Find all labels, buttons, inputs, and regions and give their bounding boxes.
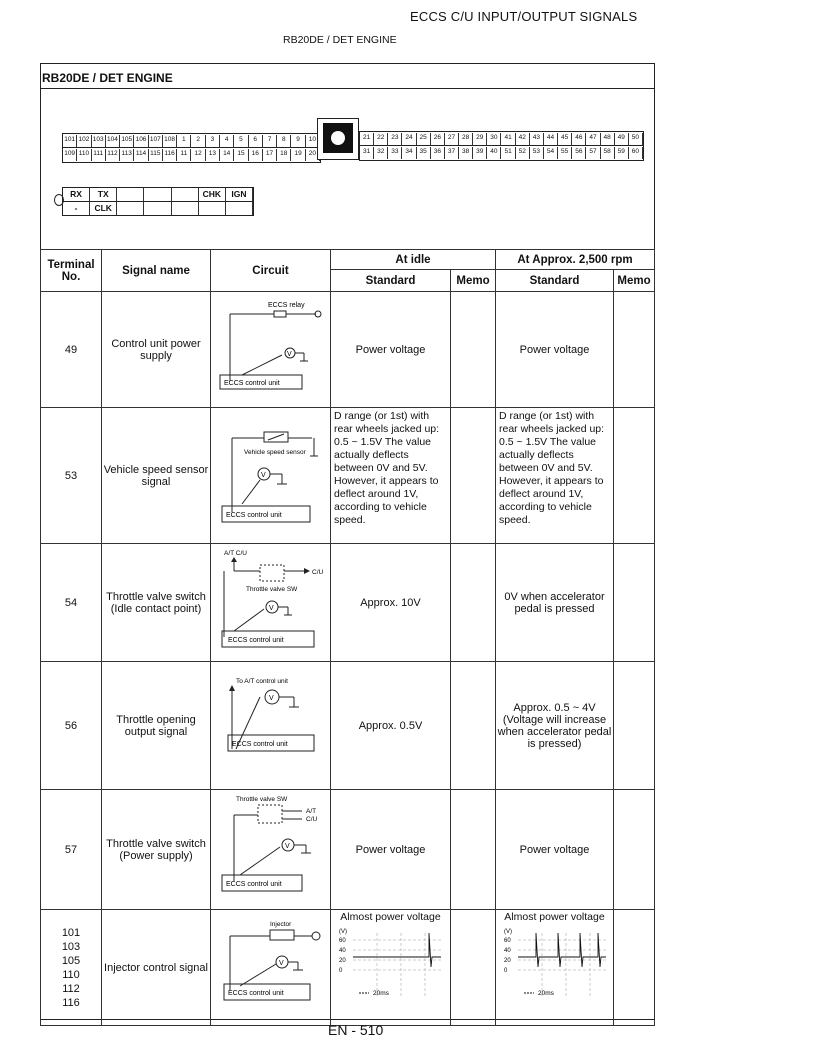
connector-pin: 47: [586, 133, 600, 145]
connector-pin: 53: [530, 147, 544, 159]
connector-pin: 108: [163, 135, 177, 147]
signal-cell: Throttle opening output signal: [102, 662, 211, 790]
terminal-cell: 56: [41, 662, 102, 790]
connector-pin: 14: [220, 149, 234, 161]
connector-pin: 115: [149, 149, 163, 161]
rpm-scope-waveform: [498, 923, 612, 1009]
plug-pin: [117, 188, 144, 201]
page-header-title: ECCS C/U INPUT/OUTPUT SIGNALS: [410, 9, 638, 24]
head-standard-idle: Standard: [331, 270, 451, 292]
rpm-memo-cell: [614, 790, 655, 910]
head-standard-rpm: Standard: [496, 270, 614, 292]
connector-pin: 51: [502, 147, 516, 159]
circuit-label: Vehicle speed sensor: [243, 449, 306, 456]
plug-pin: IGN: [226, 188, 253, 201]
frame-divider: [40, 88, 654, 89]
signal-cell: Throttle valve switch (Idle contact point): [102, 544, 211, 662]
voltmeter-label: V: [260, 472, 266, 479]
connector-pin: 25: [417, 133, 431, 145]
circuit-unit-label: ECCS control unit: [231, 741, 288, 748]
circuit-injector-icon: [212, 914, 330, 1018]
scope-trace: [353, 933, 441, 967]
circuit-throttle-output-icon: [212, 669, 330, 779]
connector-pin: 8: [277, 135, 291, 147]
connector-pin: 107: [149, 135, 163, 147]
idle-scope-waveform: [333, 923, 449, 1009]
connector-pin: 2: [192, 135, 206, 147]
connector-pin: 17: [263, 149, 277, 161]
plug-pin: [226, 202, 253, 215]
connector-pin: 20: [306, 149, 320, 161]
connector-pin: 23: [388, 133, 402, 145]
plug-pin: CHK: [199, 188, 226, 201]
connector-pin: 3: [206, 135, 220, 147]
connector-pin: 116: [163, 149, 177, 161]
terminal-cell: 49: [41, 292, 102, 408]
terminal-number: 101: [61, 926, 81, 939]
scope-tick-label: 60: [503, 938, 511, 944]
scope-tick-label: (V): [503, 929, 512, 935]
circuit-cell: [211, 292, 331, 408]
rpm-text: Almost power voltage: [504, 911, 605, 923]
plug-pin: [144, 188, 171, 201]
rpm-memo-cell: [614, 544, 655, 662]
terminal-cell: [41, 910, 102, 1026]
connector-pin: 12: [192, 149, 206, 161]
plug-pin: TX: [90, 188, 117, 201]
voltmeter-label: V: [268, 605, 274, 612]
table-row: [41, 408, 655, 544]
idle-standard-cell: D range (or 1st) with rear wheels jacked up: 0.5 ~ 1.5V The value actually deflects between 0V and 5V. However, it appears to deflect around 1V, according to vehicle speed.: [331, 408, 451, 544]
terminal-number: 105: [61, 954, 81, 967]
circuit-cell: [211, 544, 331, 662]
rpm-memo-cell: [614, 292, 655, 408]
connector-pin: 6: [249, 135, 263, 147]
plug-pin: [144, 202, 171, 215]
circuit-unit-label: ECCS control unit: [223, 380, 280, 387]
voltmeter-label: V: [278, 960, 284, 967]
connector-pin: 60: [629, 147, 643, 159]
circuit-label: Throttle valve SW: [235, 796, 287, 803]
frame-title: RB20DE / DET ENGINE: [42, 71, 173, 85]
connector-pin: 16: [249, 149, 263, 161]
head-idle: At idle: [331, 250, 496, 270]
connector-left-bottom-row: [63, 149, 320, 161]
circuit-vss-icon: [212, 414, 330, 534]
connector-pin: 111: [92, 149, 106, 161]
rpm-memo-cell: [614, 662, 655, 790]
signal-cell: Control unit power supply: [102, 292, 211, 408]
connector-key-hole: [331, 131, 345, 145]
connector-pin: 104: [106, 135, 120, 147]
plug-pin: RX: [63, 188, 90, 201]
circuit-label: ECCS relay: [267, 302, 305, 309]
connector-pin: 44: [544, 133, 558, 145]
connector-pin: 28: [459, 133, 473, 145]
connector-pin: 50: [629, 133, 643, 145]
plug-pin: -: [63, 202, 90, 215]
connector-pin: 110: [77, 149, 91, 161]
connector-pin: 43: [530, 133, 544, 145]
connector-pin: 114: [134, 149, 148, 161]
head-rpm: At Approx. 2,500 rpm: [496, 250, 655, 270]
plug-pin: [172, 188, 199, 201]
terminal-number: 103: [61, 940, 81, 953]
head-memo-idle: Memo: [451, 270, 496, 292]
connector-left-block: [62, 133, 321, 163]
scope-trace: [518, 933, 606, 967]
connector-pin: 10: [306, 135, 320, 147]
connector-pin: 38: [459, 147, 473, 159]
page-header-subtitle: RB20DE / DET ENGINE: [283, 34, 397, 46]
connector-pin: 9: [291, 135, 305, 147]
connector-pin: 5: [234, 135, 248, 147]
signal-cell: Vehicle speed sensor signal: [102, 408, 211, 544]
circuit-throttle-power-icon: [212, 791, 330, 905]
idle-standard-cell: Power voltage: [331, 292, 451, 408]
connector-left-divider: [63, 147, 320, 148]
circuit-label: Throttle valve SW: [245, 586, 297, 593]
signal-table: [40, 249, 655, 1026]
connector-key-block: [323, 123, 353, 153]
scope-timebase-label: 20ms: [372, 990, 389, 997]
connector-right-bottom-row: [360, 147, 643, 159]
scope-tick-label: 0: [338, 968, 342, 974]
connector-pin: 34: [402, 147, 416, 159]
connector-pin: 31: [360, 147, 374, 159]
connector-pin: 30: [487, 133, 501, 145]
connector-pin: 54: [544, 147, 558, 159]
connector-left-top-row: [63, 135, 320, 147]
plug-bottom-row: [63, 202, 253, 215]
voltmeter-label: V: [268, 695, 274, 702]
voltmeter-label: V: [286, 351, 292, 358]
signal-cell: Injector control signal: [102, 910, 211, 1026]
scope-tick-label: 40: [338, 948, 346, 954]
connector-pin: 105: [120, 135, 134, 147]
connector-pin: 59: [615, 147, 629, 159]
signal-cell: Throttle valve switch (Power supply): [102, 790, 211, 910]
scope-timebase-label: 20ms: [537, 990, 554, 997]
connector-pin: 42: [516, 133, 530, 145]
connector-pin: 109: [63, 149, 77, 161]
connector-pin: 11: [177, 149, 191, 161]
idle-memo-cell: [451, 292, 496, 408]
circuit-unit-label: ECCS control unit: [227, 990, 284, 997]
head-terminal: Terminal No.: [41, 250, 102, 292]
connector-pin: 22: [374, 133, 388, 145]
connector-pin: 39: [473, 147, 487, 159]
table-row: [41, 292, 655, 408]
circuit-throttle-switch-icon: [212, 545, 330, 657]
scope-tick-label: 0: [503, 968, 507, 974]
circuit-unit-label: ECCS control unit: [227, 637, 284, 644]
connector-pin: 21: [360, 133, 374, 145]
connector-right-divider: [360, 145, 643, 146]
rpm-standard-cell: Power voltage: [496, 790, 614, 910]
connector-pin: 35: [417, 147, 431, 159]
connector-pin: 57: [586, 147, 600, 159]
circuit-label: A/T C/U: [223, 550, 247, 557]
terminal-number: 112: [62, 982, 80, 995]
table-row: [41, 662, 655, 790]
rpm-standard-cell: Approx. 0.5 ~ 4V (Voltage will increase when accelerator pedal is pressed): [496, 662, 614, 790]
circuit-label: C/U: [305, 816, 317, 823]
connector-pin: 36: [431, 147, 445, 159]
connector-pin: 55: [558, 147, 572, 159]
circuit-label: To A/T control unit: [235, 678, 288, 685]
diagnostic-plug: [62, 187, 254, 216]
terminal-cell: 53: [41, 408, 102, 544]
connector-pin: 113: [120, 149, 134, 161]
plug-pin: [199, 202, 226, 215]
circuit-label: Injector: [269, 921, 291, 928]
plug-pin: [172, 202, 199, 215]
scope-tick-label: 40: [503, 948, 511, 954]
rpm-standard-cell: Power voltage: [496, 292, 614, 408]
connector-right-block: [359, 131, 644, 161]
scope-tick-label: 60: [338, 938, 346, 944]
connector-pin: 41: [502, 133, 516, 145]
rpm-standard-cell: [496, 910, 614, 1026]
circuit-power-supply-icon: [212, 293, 330, 403]
rpm-memo-cell: [614, 408, 655, 544]
connector-pin: 26: [431, 133, 445, 145]
connector-pin: 46: [572, 133, 586, 145]
circuit-cell: [211, 790, 331, 910]
terminal-cell: 54: [41, 544, 102, 662]
idle-memo-cell: [451, 408, 496, 544]
connector-pin: 58: [601, 147, 615, 159]
connector-pin: 18: [277, 149, 291, 161]
terminal-cell: 57: [41, 790, 102, 910]
page-number: EN - 510: [328, 1022, 384, 1038]
scope-tick-label: 20: [503, 958, 511, 964]
terminal-number: 116: [62, 996, 80, 1009]
plug-pin: [117, 202, 144, 215]
scope-tick-label: 20: [338, 958, 346, 964]
connector-pin: 33: [388, 147, 402, 159]
connector-pin: 7: [263, 135, 277, 147]
connector-pin: 101: [63, 135, 77, 147]
terminal-number: 110: [62, 968, 80, 981]
connector-pin: 49: [615, 133, 629, 145]
connector-pin: 19: [291, 149, 305, 161]
circuit-label: C/U: [311, 569, 323, 576]
connector-pin: 29: [473, 133, 487, 145]
rpm-memo-cell: [614, 910, 655, 1026]
connector-pin: 40: [487, 147, 501, 159]
idle-memo-cell: [451, 790, 496, 910]
connector-pin: 56: [572, 147, 586, 159]
idle-standard-cell: [331, 910, 451, 1026]
rpm-standard-cell: 0V when accelerator pedal is pressed: [496, 544, 614, 662]
scope-tick-label: (V): [338, 929, 347, 935]
connector-right-top-row: [360, 133, 643, 145]
connector-pin: 15: [234, 149, 248, 161]
connector-pin: 48: [601, 133, 615, 145]
circuit-label: A/T: [305, 808, 316, 815]
circuit-cell: [211, 662, 331, 790]
connector-pin: 24: [402, 133, 416, 145]
plug-pin: CLK: [90, 202, 117, 215]
head-memo-rpm: Memo: [614, 270, 655, 292]
idle-standard-cell: Approx. 0.5V: [331, 662, 451, 790]
connector-pin: 27: [445, 133, 459, 145]
connector-pin: 1: [177, 135, 191, 147]
head-signal: Signal name: [102, 250, 211, 292]
connector-pin: 45: [558, 133, 572, 145]
connector-pin: 13: [206, 149, 220, 161]
rpm-standard-cell: D range (or 1st) with rear wheels jacked up: 0.5 ~ 1.5V The value actually deflects between 0V and 5V. However, it appears to deflect around 1V, according to vehicle speed.: [496, 408, 614, 544]
table-row: [41, 544, 655, 662]
head-circuit: Circuit: [211, 250, 331, 292]
connector-pin: 37: [445, 147, 459, 159]
circuit-unit-label: ECCS control unit: [225, 512, 282, 519]
circuit-cell: [211, 408, 331, 544]
connector-pin: 102: [77, 135, 91, 147]
connector-pin: 52: [516, 147, 530, 159]
table-row: [41, 910, 655, 1026]
circuit-unit-label: ECCS control unit: [225, 881, 282, 888]
connector-pin: 4: [220, 135, 234, 147]
connector-pin: 106: [134, 135, 148, 147]
idle-memo-cell: [451, 910, 496, 1026]
idle-memo-cell: [451, 544, 496, 662]
circuit-cell: [211, 910, 331, 1026]
connector-pin: 112: [106, 149, 120, 161]
voltmeter-label: V: [284, 843, 290, 850]
idle-text: Almost power voltage: [340, 911, 441, 923]
table-row: [41, 790, 655, 910]
idle-memo-cell: [451, 662, 496, 790]
connector-pin: 103: [92, 135, 106, 147]
connector-pin: 32: [374, 147, 388, 159]
connector-key: [317, 118, 359, 160]
idle-standard-cell: Power voltage: [331, 790, 451, 910]
plug-top-row: [63, 188, 253, 201]
idle-standard-cell: Approx. 10V: [331, 544, 451, 662]
